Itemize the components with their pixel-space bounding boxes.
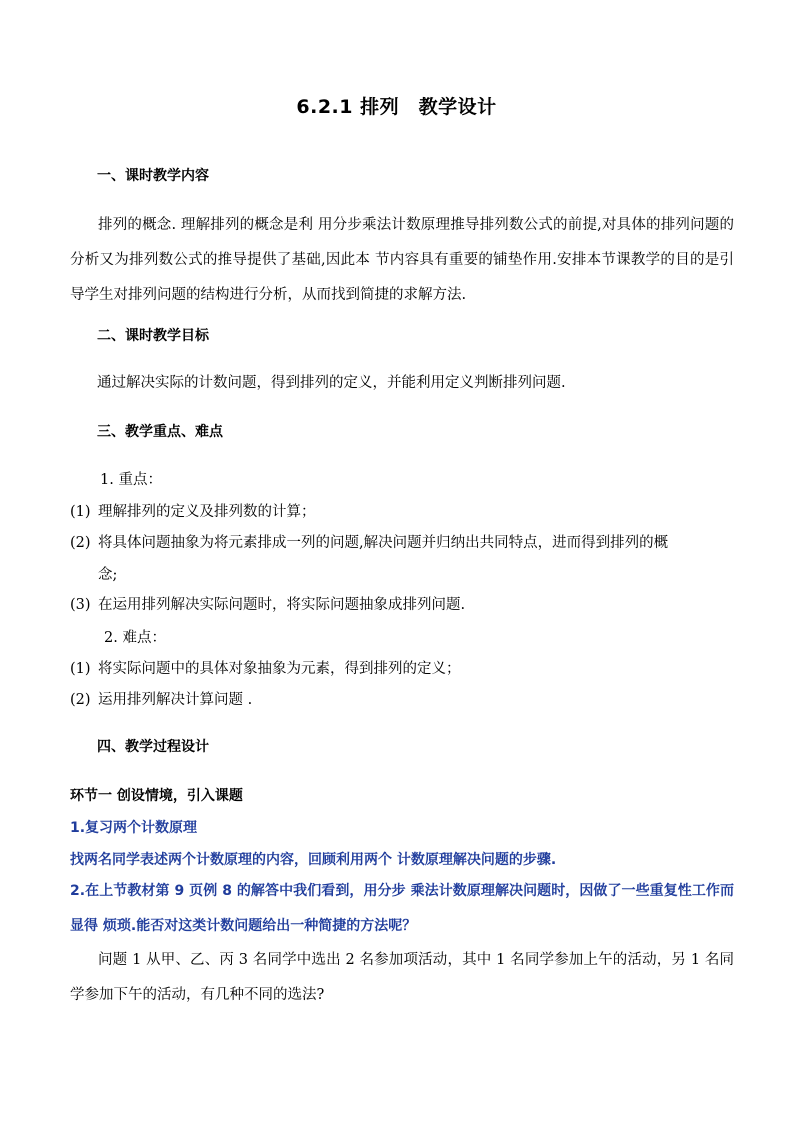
point2-text: 2.在上节教材第 9 页例 8 的解答中我们看到，用分步 乘法计数原理解决问题时，因做了一些重复性工作而显得 烦琐.能否对这类计数问题给出一种简捷的方法呢？ — [70, 883, 734, 934]
difficult-item-text: 将实际问题中的具体对象抽象为元素，得到排列的定义； — [98, 661, 461, 677]
problem-1: 问题 1 从甲、乙、丙 3 名同学中选出 2 名参加项活动，其中 1 名同学参加上午的活动，另 1 名同学参加下午的活动，有几种不同的选法? — [70, 952, 734, 1003]
section-heading-content: 一、课时教学内容 — [97, 168, 209, 184]
section-heading-process: 四、教学过程设计 — [97, 739, 209, 755]
key-item-number: (2) — [70, 535, 91, 551]
key-item-text: 将具体问题抽象为将元素排成一列的问题,解决问题并归纳出共同特点，进而得到排列的概 — [98, 535, 669, 551]
section-heading-objectives: 二、课时教学目标 — [97, 328, 209, 344]
key-item-text: 在运用排列解决实际问题时，将实际问题抽象成排列问题. — [98, 597, 466, 613]
key-item-number: (3) — [70, 597, 91, 613]
difficult-item-text: 运用排列解决计算问题 . — [98, 692, 253, 708]
key-item — [70, 533, 668, 553]
key-item — [70, 502, 316, 522]
difficult-item-number: (2) — [70, 692, 91, 708]
review-text: 找两名同学表述两个计数原理的内容，回顾利用两个 计数原理解决问题的步骤. — [70, 852, 557, 868]
key-item — [70, 595, 465, 615]
section-paragraph-content: 排列的概念. 理解排列的概念是利 用分步乘法计数原理推导排列数公式的前提,对具体的排列问题的分析又为排列数公式的推导提供了基础,因此本 节内容具有重要的铺垫作用.安排本节课教学的目的是引 导学生对排列问题的结构进行分析，从而找到简捷的求解方法. — [70, 217, 734, 303]
key-label: 1. 重点： — [100, 472, 162, 488]
difficult-item — [70, 690, 252, 710]
key-item-number: (1) — [70, 504, 91, 520]
key-item-continuation: 念; — [98, 567, 118, 583]
step1-heading: 环节一 创设情境，引入课题 — [70, 788, 243, 804]
document-title: 6.2.1 排列 教学设计 — [296, 96, 497, 118]
section-paragraph-objectives: 通过解决实际的计数问题，得到排列的定义，并能利用定义判断排列问题. — [97, 375, 566, 391]
difficult-item-number: (1) — [70, 661, 91, 677]
review-title: 1.复习两个计数原理 — [70, 820, 198, 836]
difficult-item — [70, 659, 461, 679]
difficult-label: 2. 难点： — [104, 630, 166, 646]
section-heading-key-points: 三、教学重点、难点 — [97, 424, 223, 440]
key-item-text: 理解排列的定义及排列数的计算； — [98, 504, 316, 520]
